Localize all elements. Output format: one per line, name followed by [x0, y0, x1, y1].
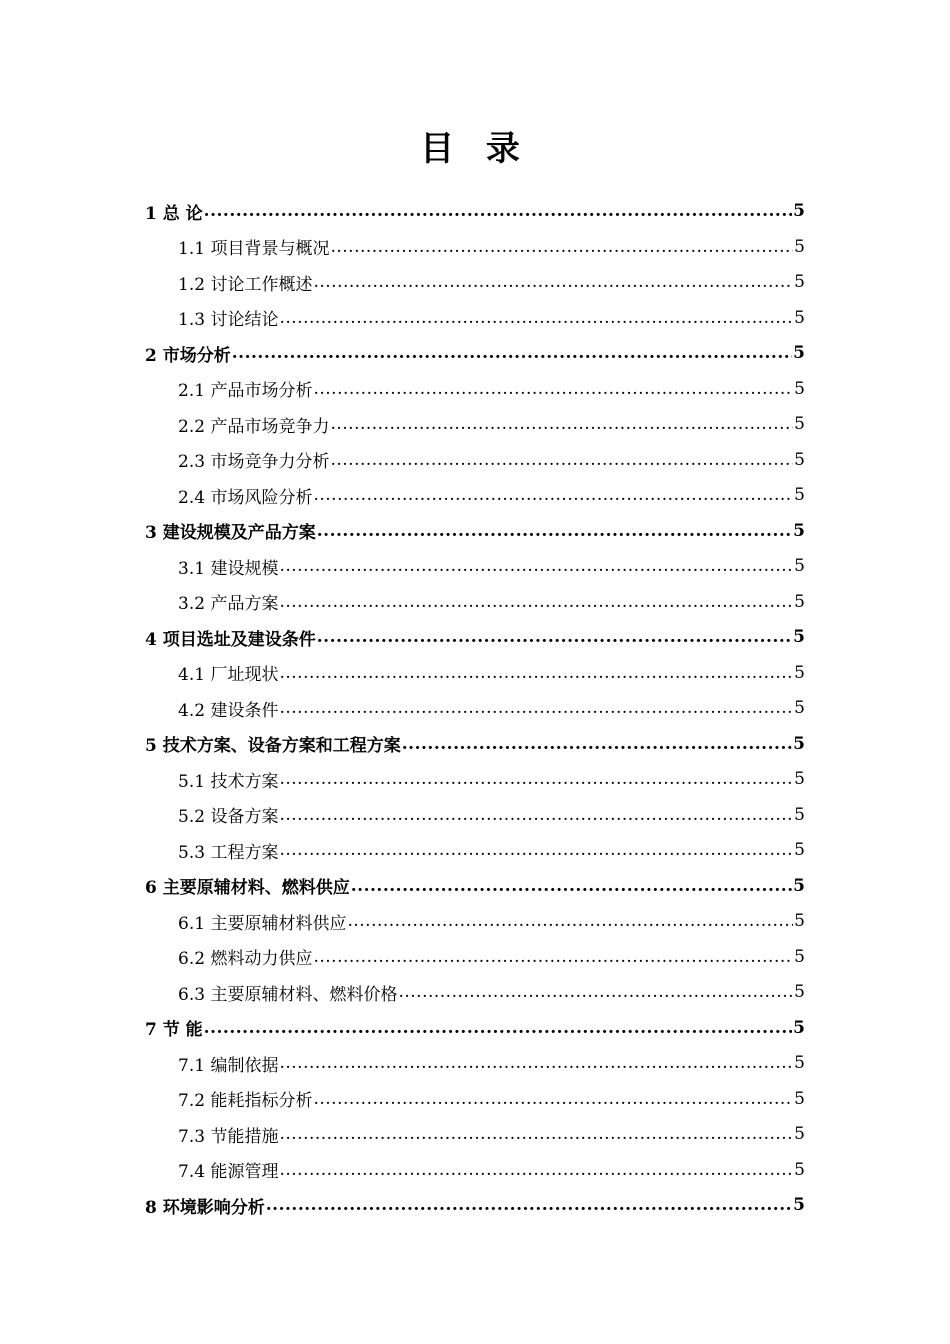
- toc-section-entry[interactable]: [178, 832, 805, 868]
- dot-leader: [313, 380, 793, 398]
- dot-leader: [317, 522, 792, 540]
- toc-page-number: 5: [793, 201, 805, 221]
- toc-page-number: 5: [794, 769, 805, 789]
- toc-entry-label: 7.2 能耗指标分析: [178, 1091, 313, 1111]
- toc-section-entry[interactable]: [178, 1116, 805, 1152]
- dot-leader: [313, 486, 793, 504]
- toc-page-number: 5: [794, 911, 805, 931]
- toc-section-entry[interactable]: [178, 797, 805, 833]
- dot-leader: [313, 948, 793, 966]
- dot-leader: [313, 1090, 793, 1108]
- dot-leader: [279, 770, 793, 788]
- toc-page-number: 5: [794, 449, 805, 470]
- toc-entry-label: 6 主要原辅材料、燃料供应: [145, 878, 350, 898]
- toc-title: 目 录: [420, 129, 530, 169]
- toc-entry-label: 8 环境影响分析: [145, 1197, 265, 1218]
- dot-leader: [279, 1161, 793, 1179]
- toc-entry-label: 5 技术方案、设备方案和工程方案: [145, 736, 401, 756]
- toc-section-entry[interactable]: [178, 939, 805, 975]
- toc-entry-label: 3.2 产品方案: [178, 594, 279, 614]
- toc-page-number: 5: [793, 733, 805, 754]
- toc-page-number: 5: [794, 591, 805, 612]
- toc-section-entry[interactable]: [178, 690, 805, 726]
- toc-section-entry[interactable]: [178, 264, 805, 300]
- toc-entry-label: 5.2 设备方案: [178, 807, 279, 827]
- toc-section-entry[interactable]: [178, 974, 805, 1010]
- dot-leader: [279, 1125, 793, 1143]
- toc-chapter-entry[interactable]: [145, 335, 805, 371]
- toc-page-number: 5: [794, 272, 805, 292]
- toc-page-number: 5: [794, 414, 805, 434]
- toc-section-entry[interactable]: [178, 477, 805, 513]
- dot-leader: [313, 273, 793, 291]
- toc-entry-label: 6.2 燃料动力供应: [178, 949, 313, 969]
- toc-page-number: 5: [793, 875, 805, 896]
- toc-page-number: 5: [794, 378, 805, 399]
- toc-page-number: 5: [794, 804, 805, 825]
- toc-entry-label: 4.2 建设条件: [178, 700, 279, 721]
- dot-leader: [317, 628, 792, 646]
- toc-chapter-entry[interactable]: [145, 1010, 805, 1046]
- toc-entry-label: 5.1 技术方案: [178, 771, 279, 792]
- toc-chapter-entry[interactable]: [145, 1187, 805, 1223]
- dot-leader: [330, 451, 793, 469]
- dot-leader: [279, 309, 793, 327]
- dot-leader: [232, 344, 792, 362]
- dot-leader: [347, 912, 793, 930]
- toc-entry-label: 2.3 市场竞争力分析: [178, 452, 330, 472]
- toc-page-number: 5: [794, 840, 805, 860]
- toc-section-entry[interactable]: [178, 300, 805, 336]
- dot-leader: [266, 1196, 792, 1214]
- toc-entry-label: 3.1 建设规模: [178, 558, 279, 579]
- toc-entry-label: 4.1 厂址现状: [178, 665, 279, 685]
- toc-page-number: 5: [794, 662, 805, 683]
- toc-chapter-entry[interactable]: [145, 619, 805, 655]
- toc-section-entry[interactable]: [178, 548, 805, 584]
- toc-page-number: 5: [793, 1195, 805, 1215]
- toc-page-number: 5: [794, 307, 805, 328]
- toc-entry-label: 1 总 论: [145, 203, 203, 224]
- toc-entry-label: 2 市场分析: [145, 345, 231, 366]
- toc-entry-label: 7.3 节能措施: [178, 1126, 279, 1147]
- toc-page-number: 5: [794, 1088, 805, 1109]
- toc-page-number: 5: [794, 1053, 805, 1073]
- toc-section-entry[interactable]: [178, 761, 805, 797]
- toc-section-entry[interactable]: [178, 1081, 805, 1117]
- dot-leader: [330, 415, 793, 433]
- toc-section-entry[interactable]: [178, 371, 805, 407]
- toc-entry-label: 6.3 主要原辅材料、燃料价格: [178, 984, 398, 1005]
- toc-chapter-entry[interactable]: [145, 868, 805, 904]
- toc-entry-label: 3 建设规模及产品方案: [145, 523, 316, 543]
- dot-leader: [279, 1054, 793, 1072]
- dot-leader: [204, 202, 792, 220]
- toc-section-entry[interactable]: [178, 1152, 805, 1188]
- toc-entry-label: 7.1 编制依据: [178, 1055, 279, 1076]
- toc-entry-label: 1.3 讨论结论: [178, 310, 279, 330]
- dot-leader: [279, 841, 793, 859]
- toc-page-number: 5: [794, 556, 805, 576]
- toc-section-entry[interactable]: [178, 229, 805, 265]
- toc-page-number: 5: [793, 520, 805, 541]
- toc-page-number: 5: [794, 236, 805, 257]
- toc-chapter-entry[interactable]: [145, 193, 805, 229]
- toc-entry-label: 7.4 能源管理: [178, 1162, 279, 1182]
- toc-entry-label: 7 节 能: [145, 1020, 203, 1040]
- toc-page-number: 5: [794, 982, 805, 1002]
- toc-page-number: 5: [794, 1159, 805, 1180]
- toc-page-number: 5: [794, 946, 805, 967]
- dot-leader: [279, 806, 793, 824]
- dot-leader: [402, 735, 792, 753]
- toc-entry-label: 1.1 项目背景与概况: [178, 239, 330, 259]
- toc-section-entry[interactable]: [178, 442, 805, 478]
- toc-section-entry[interactable]: [178, 406, 805, 442]
- toc-section-entry[interactable]: [178, 1045, 805, 1081]
- toc-page-number: 5: [793, 1017, 805, 1038]
- dot-leader: [351, 877, 792, 895]
- toc-entry-label: 5.3 工程方案: [178, 842, 279, 863]
- toc-page-number: 5: [794, 1124, 805, 1144]
- toc-entry-label: 6.1 主要原辅材料供应: [178, 913, 347, 934]
- dot-leader: [279, 699, 793, 717]
- dot-leader: [279, 557, 793, 575]
- toc-entry-label: 1.2 讨论工作概述: [178, 274, 313, 295]
- toc-page-number: 5: [794, 698, 805, 718]
- dot-leader: [398, 983, 793, 1001]
- toc-section-entry[interactable]: [178, 903, 805, 939]
- toc-chapter-entry[interactable]: [145, 513, 805, 549]
- dot-leader: [279, 664, 793, 682]
- dot-leader: [330, 238, 793, 256]
- toc-entry-label: 2.1 产品市场分析: [178, 381, 313, 401]
- toc-page-number: 5: [793, 343, 805, 363]
- toc-entry-label: 4 项目选址及建设条件: [145, 629, 316, 650]
- dot-leader: [279, 593, 793, 611]
- toc-chapter-entry[interactable]: [145, 726, 805, 762]
- toc-entry-label: 2.4 市场风险分析: [178, 487, 313, 508]
- dot-leader: [204, 1019, 792, 1037]
- toc-entry-label: 2.2 产品市场竞争力: [178, 416, 330, 437]
- toc-page-number: 5: [794, 485, 805, 505]
- toc-page-number: 5: [793, 627, 805, 647]
- toc-section-entry[interactable]: [178, 655, 805, 691]
- toc-section-entry[interactable]: [178, 584, 805, 620]
